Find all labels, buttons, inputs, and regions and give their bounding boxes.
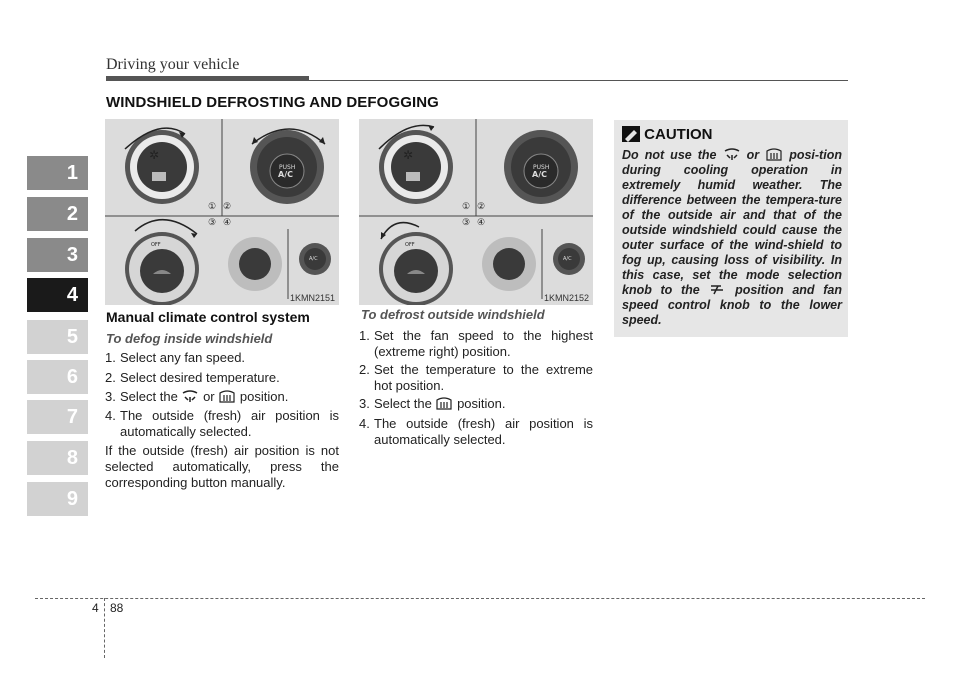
header-rule [106, 80, 848, 81]
fig2-small-ac-label: A/C [563, 256, 572, 262]
figure-defog-controls [105, 119, 339, 305]
list-item: 1. Set the fan speed to the highest (extreme right) position. [359, 328, 593, 359]
manual-heading: Manual climate control system [106, 309, 310, 325]
floor-defrost-icon [708, 283, 726, 297]
chapter-tab-1[interactable]: 1 [27, 156, 88, 190]
footer-rule [35, 598, 925, 599]
caution-text: Do not use the or posi-tion during cooling operation in extremely humid weather. The difference between the tempera-ture of the outside air and that of the outside windshield could cause the outer surface of the wind-shield to fog up, causing loss of visibility. In this case, set the mode selection knob to the position and fan speed control knob to the lower speed. [622, 148, 842, 327]
list-item: 3. Select the position. [359, 396, 506, 411]
fig1-marker-1: ① [208, 201, 217, 211]
climate-controls-illustration [359, 119, 593, 305]
defog-note: If the outside (fresh) air position is not selected automatically, press the corresponding button manually. [105, 443, 339, 490]
page-title: WINDSHIELD DEFROSTING AND DEFOGGING [106, 94, 439, 111]
chapter-tab-5[interactable]: 5 [27, 320, 88, 354]
footer-section-number: 4 [92, 601, 99, 615]
list-item: 4. The outside (fresh) air position is automatically selected. [359, 416, 593, 447]
defog-mix-icon [181, 390, 199, 404]
defrost-icon [435, 397, 453, 411]
chapter-tab-8[interactable]: 8 [27, 441, 88, 475]
caution-pencil-icon [622, 126, 640, 142]
footer-page-number: 88 [110, 601, 124, 615]
chapter-tab-6[interactable]: 6 [27, 360, 88, 394]
list-item: 2. Set the temperature to the extreme hot position. [359, 362, 593, 393]
fig1-off-label: OFF [151, 242, 161, 248]
fig1-small-ac-label: A/C [309, 256, 318, 262]
climate-controls-illustration [105, 119, 339, 305]
chapter-tab-9[interactable]: 9 [27, 482, 88, 516]
footer-divider [104, 598, 105, 658]
fig2-ac-label: A/C [532, 170, 547, 179]
figure-code: 1KMN2151 [290, 293, 336, 303]
list-item: 1. Select any fan speed. [105, 350, 246, 365]
fig2-off-label: OFF [405, 242, 415, 248]
fig1-marker-2: ② [223, 201, 232, 211]
defrost-icon [765, 148, 783, 162]
chapter-tab-7[interactable]: 7 [27, 400, 88, 434]
defrost-icon [218, 390, 236, 404]
fig2-marker-3: ③ [462, 217, 471, 227]
defog-heading: To defog inside windshield [106, 331, 273, 346]
chapter-tab-4[interactable]: 4 [27, 278, 88, 312]
chapter-tab-2[interactable]: 2 [27, 197, 88, 231]
fig2-marker-1: ① [462, 201, 471, 211]
svg-text:✲: ✲ [149, 148, 160, 162]
list-item: 3. Select the or position. [105, 389, 289, 404]
running-header: Driving your vehicle [106, 56, 240, 73]
figure-defrost-controls [359, 119, 593, 305]
fig2-push-label: PUSH [533, 164, 550, 171]
caution-title: CAUTION [622, 126, 713, 143]
fig1-marker-3: ③ [208, 217, 217, 227]
fig1-ac-label: A/C [278, 170, 293, 179]
fig1-push-label: PUSH [279, 164, 296, 171]
list-item: 2. Select desired temperature. [105, 370, 280, 385]
caution-box [614, 120, 848, 337]
figure-code: 1KMN2152 [544, 293, 590, 303]
defrost-heading: To defrost outside windshield [361, 307, 545, 322]
svg-text:✲: ✲ [403, 148, 414, 162]
list-item: 4. The outside (fresh) air position is automatically selected. [105, 408, 339, 439]
fig1-marker-4: ④ [223, 217, 232, 227]
chapter-tab-3[interactable]: 3 [27, 238, 88, 272]
defog-mix-icon [723, 148, 741, 162]
fig2-marker-4: ④ [477, 217, 486, 227]
fig2-marker-2: ② [477, 201, 486, 211]
